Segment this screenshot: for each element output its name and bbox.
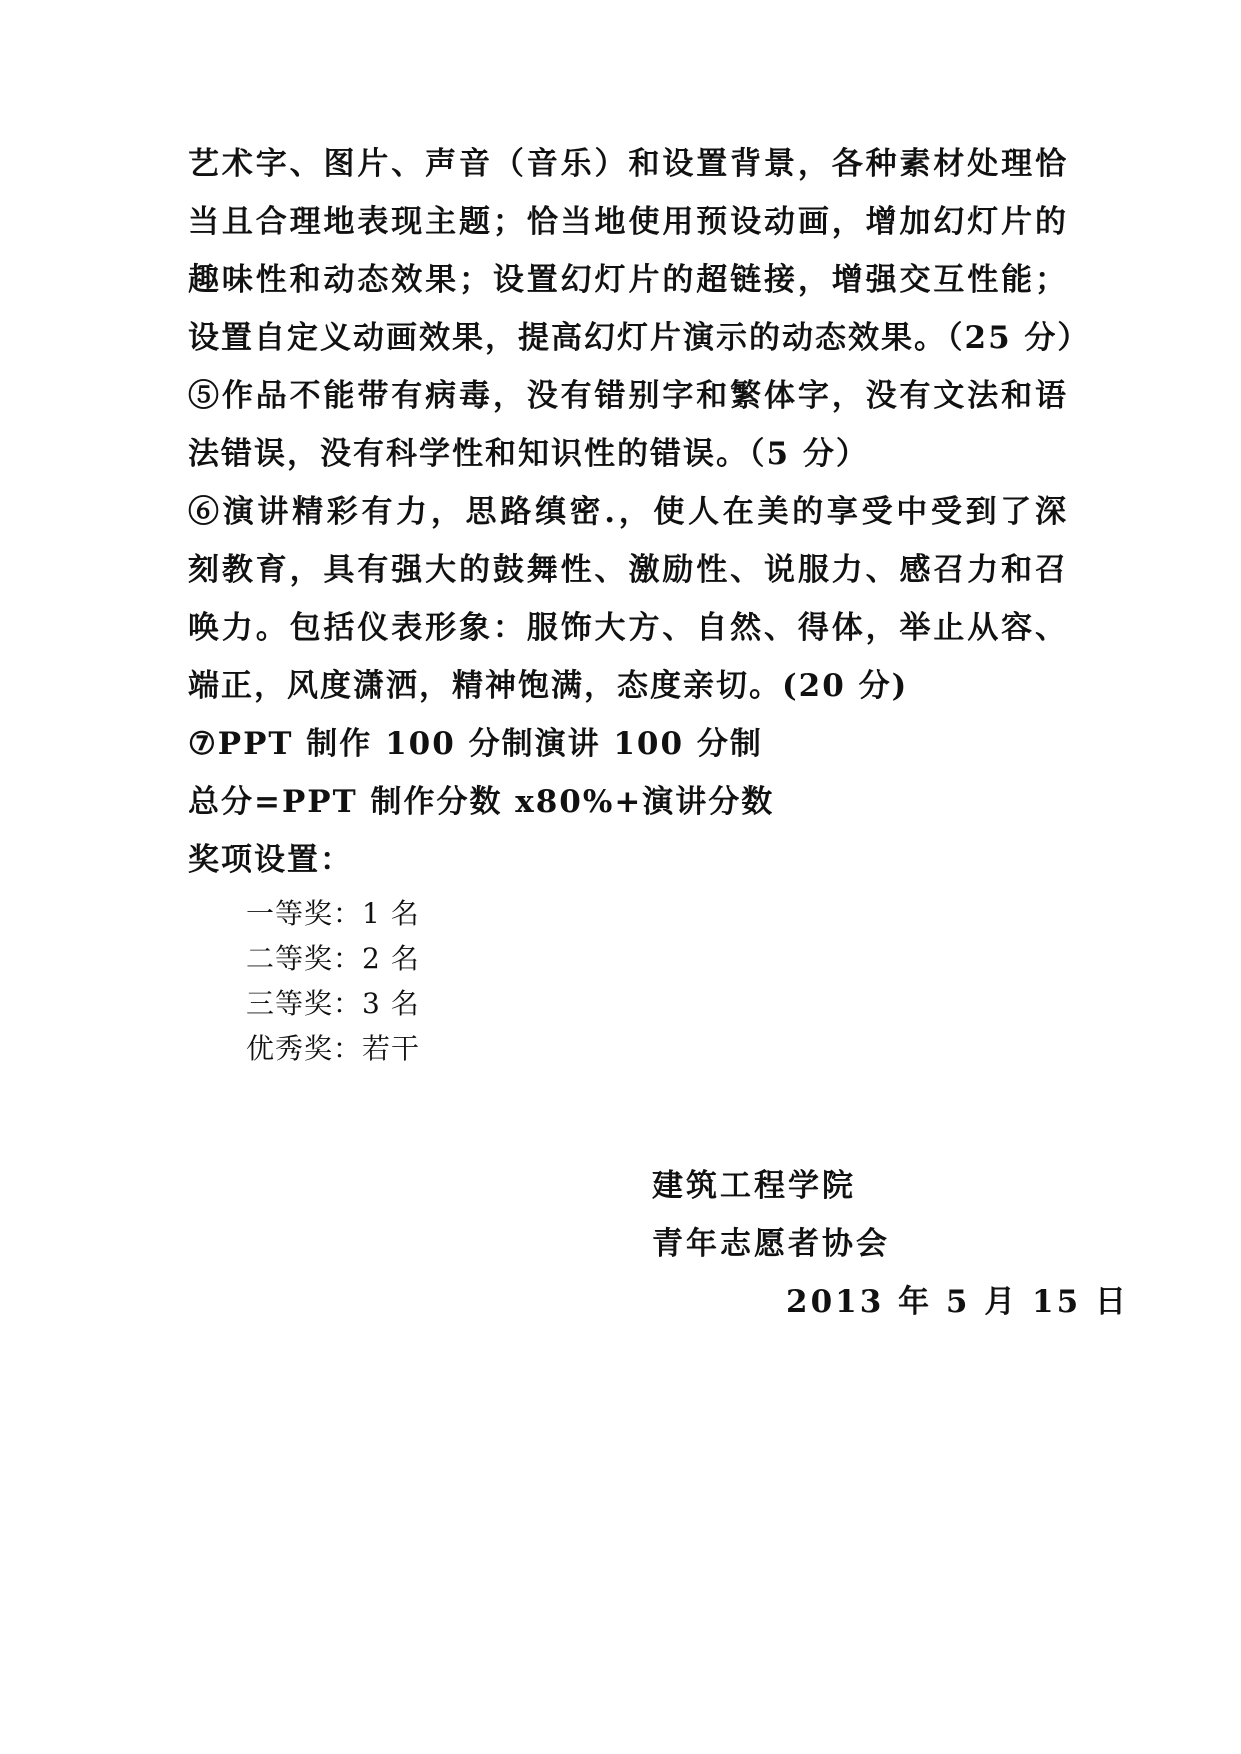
award-item-third: 三等奖：3 名	[246, 987, 420, 1020]
award-item-second: 二等奖：2 名	[246, 942, 420, 975]
body-line: 趣味性和动态效果；设置幻灯片的超链接，增强交互性能；	[188, 262, 1068, 298]
body-line: 刻教育，具有强大的鼓舞性、激励性、说服力、感召力和召	[188, 552, 1068, 588]
awards-heading: 奖项设置：	[188, 842, 353, 878]
body-line: 设置自定义动画效果，提高幻灯片演示的动态效果。（25 分）	[188, 320, 1091, 356]
body-line: ⑥演讲精彩有力，思路缜密.，使人在美的享受中受到了深	[188, 494, 1068, 530]
signature-organization-college: 建筑工程学院	[652, 1168, 856, 1204]
body-line: ⑤作品不能带有病毒，没有错别字和繁体字，没有文法和语	[188, 378, 1068, 414]
body-line: 总分=PPT 制作分数 x80%+演讲分数	[188, 784, 775, 820]
award-item-excellence: 优秀奖：若干	[246, 1032, 421, 1065]
body-line: 端正，风度潇洒，精神饱满，态度亲切。(20 分)	[188, 668, 909, 704]
body-line: 艺术字、图片、声音（音乐）和设置背景，各种素材处理恰	[188, 146, 1068, 182]
signature-date: 2013 年 5 月 15 日	[786, 1284, 1129, 1320]
signature-organization-association: 青年志愿者协会	[652, 1226, 890, 1262]
award-item-first: 一等奖：1 名	[246, 897, 420, 930]
body-line: 当且合理地表现主题；恰当地使用预设动画，增加幻灯片的	[188, 204, 1068, 240]
body-line: 唤力。包括仪表形象：服饰大方、自然、得体，举止从容、	[188, 610, 1068, 646]
body-line: ⑦PPT 制作 100 分制演讲 100 分制	[188, 726, 763, 762]
body-line: 法错误，没有科学性和知识性的错误。（5 分）	[188, 436, 869, 472]
